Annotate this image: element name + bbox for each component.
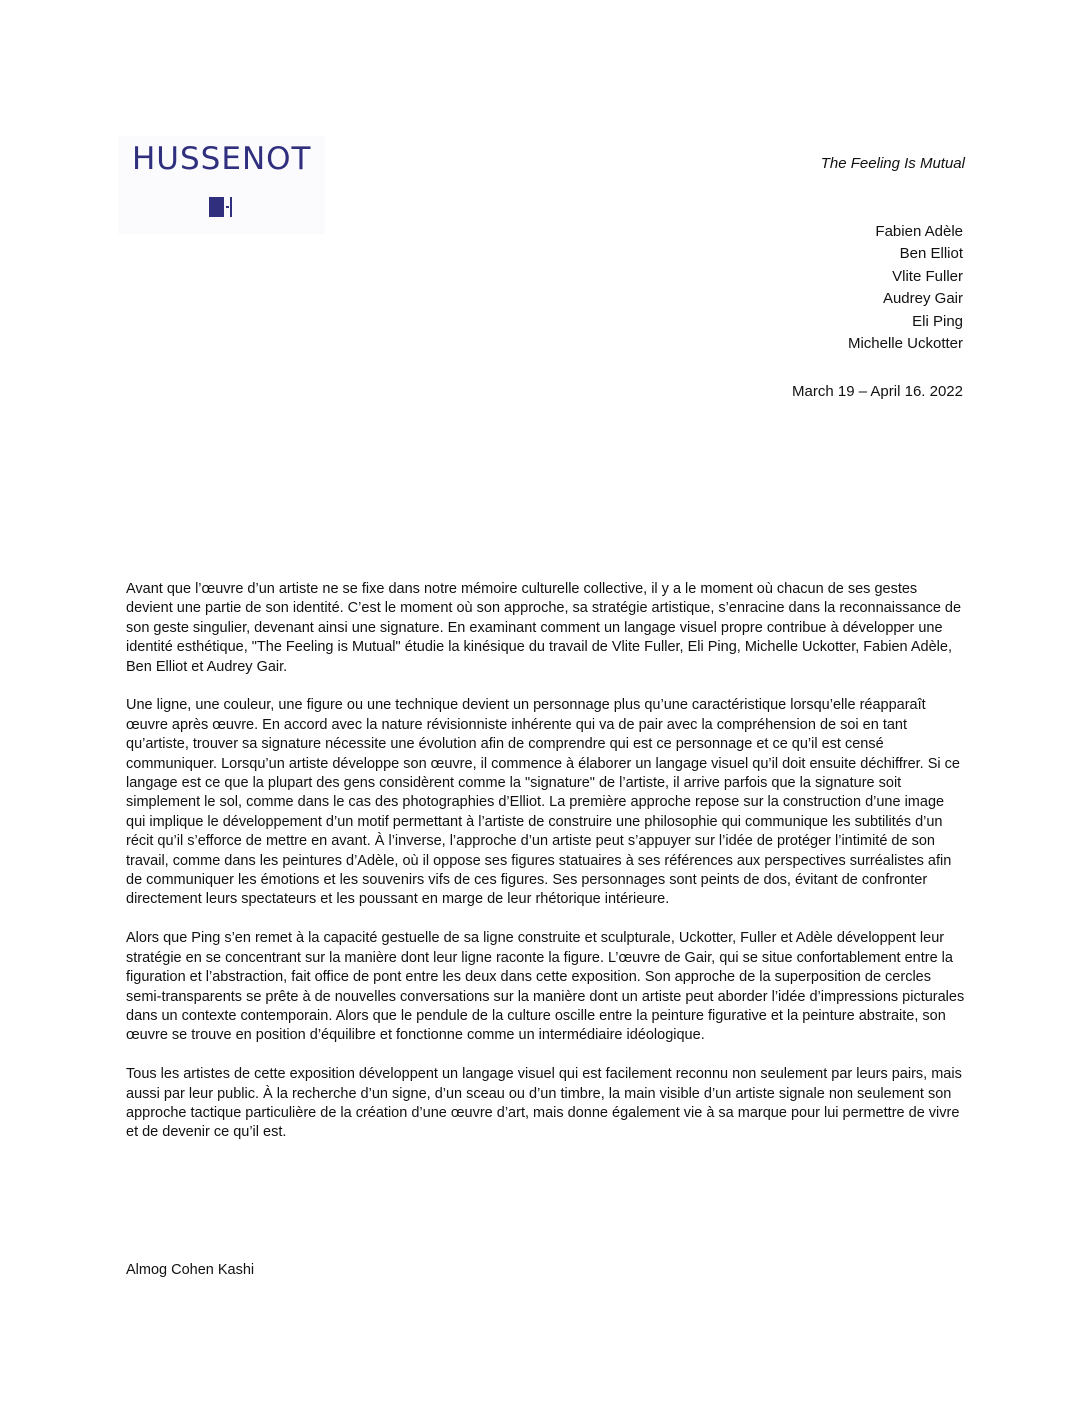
paragraph: Alors que Ping s’en remet à la capacité gestuelle de sa ligne construite et sculpturale, Uckotter, Fuller et Adèle développent leur stratégie en se concentrant sur la manière dont leur ligne raconte la figure. L’œuvre de Gair, qui se situe confortablement entre la figuration et l’abstraction, fait office de pont entre les deux dans cette exposition. Son approche de la superposition de cercles semi-transparents se prête à de nouvelles conversations sur la manière dont un artiste peut aborder l’idée d’impressions picturales dans un contexte contemporain. Alors que le pendule de la culture oscille entre la peinture figurative et la peinture abstraite, son œuvre se trouve en position d’équilibre et fonctionne comme un intermédiaire idéologique. [126,930,965,1044]
press-text [126,580,966,1162]
artist-name: Michelle Uckotter [847,335,963,353]
logo-wordmark: HUSSENOT [132,141,312,177]
exhibition-dates: March 19 – April 16. 2022 [792,383,963,400]
paragraph: Tous les artistes de cette exposition développent un langage visuel qui est facilement reconnu non seulement par leurs pairs, mais aussi par leur public. À la recherche d’un signe, d’un sceau ou d’un timbre, la main visible d’un artiste signale non seulement son approche tactique particulière de la création d’une œuvre d’art, mais donne également vie à sa marque pour lui permettre de vivre et de devenir ce qu’il est. [126,1066,962,1141]
paragraph: Une ligne, une couleur, une figure ou une technique devient un personnage plus qu’une caractéristique lorsqu’elle réapparaît œuvre après œuvre. En accord avec la nature révisionniste inhérente qui va de pair avec la compréhension de soi en tant qu’artiste, trouver sa signature nécessite une évolution afin de comprendre qui est ce personnage et ce qu’il est censé communiquer. Lorsqu’un artiste développe son œuvre, il commence à élaborer un langage visuel qu’il doit ensuite déchiffrer. Si ce langage est ce que la plupart des gens considèrent comme la "signature" de l’artiste, il arrive parfois que la signature soit simplement le sol, comme dans le cas des photographies d’Elliot. La première approche repose sur la construction d’une image qui implique le développement d’un motif permettant à l’artiste de construire une philosophie qui communique les subtilités d’un récit qu’il s’efforce de mettre en avant. À l’inverse, l’approche d’un artiste peut s’appuyer sur l’idée de protéger l’intimité de son travail, comme dans les peintures d’Adèle, où il oppose ses figures statuaires à ses références aux perspectives surréalistes afin de communiquer les émotions et les souvenirs vifs de ces figures. Ses personnages sont peints de dos, évitant de confronter directement leurs spectateurs et les poussant en marge de leur rhétorique intérieure. [126,697,960,908]
logo-mark-icon [209,197,233,217]
artist-name: Eli Ping [912,312,963,330]
paragraph: Avant que l’œuvre d’un artiste ne se fixe dans notre mémoire culturelle collective, il y a le moment où chacun de ses gestes devient une partie de son identité. C’est le moment où son approche, sa stratégie artistique, s’enracine dans la reconnaissance de son geste singulier, devenant ainsi une signature. En examinant comment un langage visuel propre contribue à développer une identité esthétique, "The Feeling is Mutual" étudie la kinésique du travail de Vlite Fuller, Eli Ping, Michelle Uckotter, Fabien Adèle, Ben Elliot et Audrey Gair. [126,581,962,675]
artist-name: Ben Elliot [899,245,963,263]
gallery-logo [118,136,325,234]
artist-list [848,221,963,355]
artist-name: Audrey Gair [882,290,963,308]
artist-name: Vlite Fuller [892,267,963,285]
author-signature: Almog Cohen Kashi [126,1262,255,1278]
artist-name: Fabien Adèle [875,223,963,240]
exhibition-title: The Feeling Is Mutual [820,155,965,172]
